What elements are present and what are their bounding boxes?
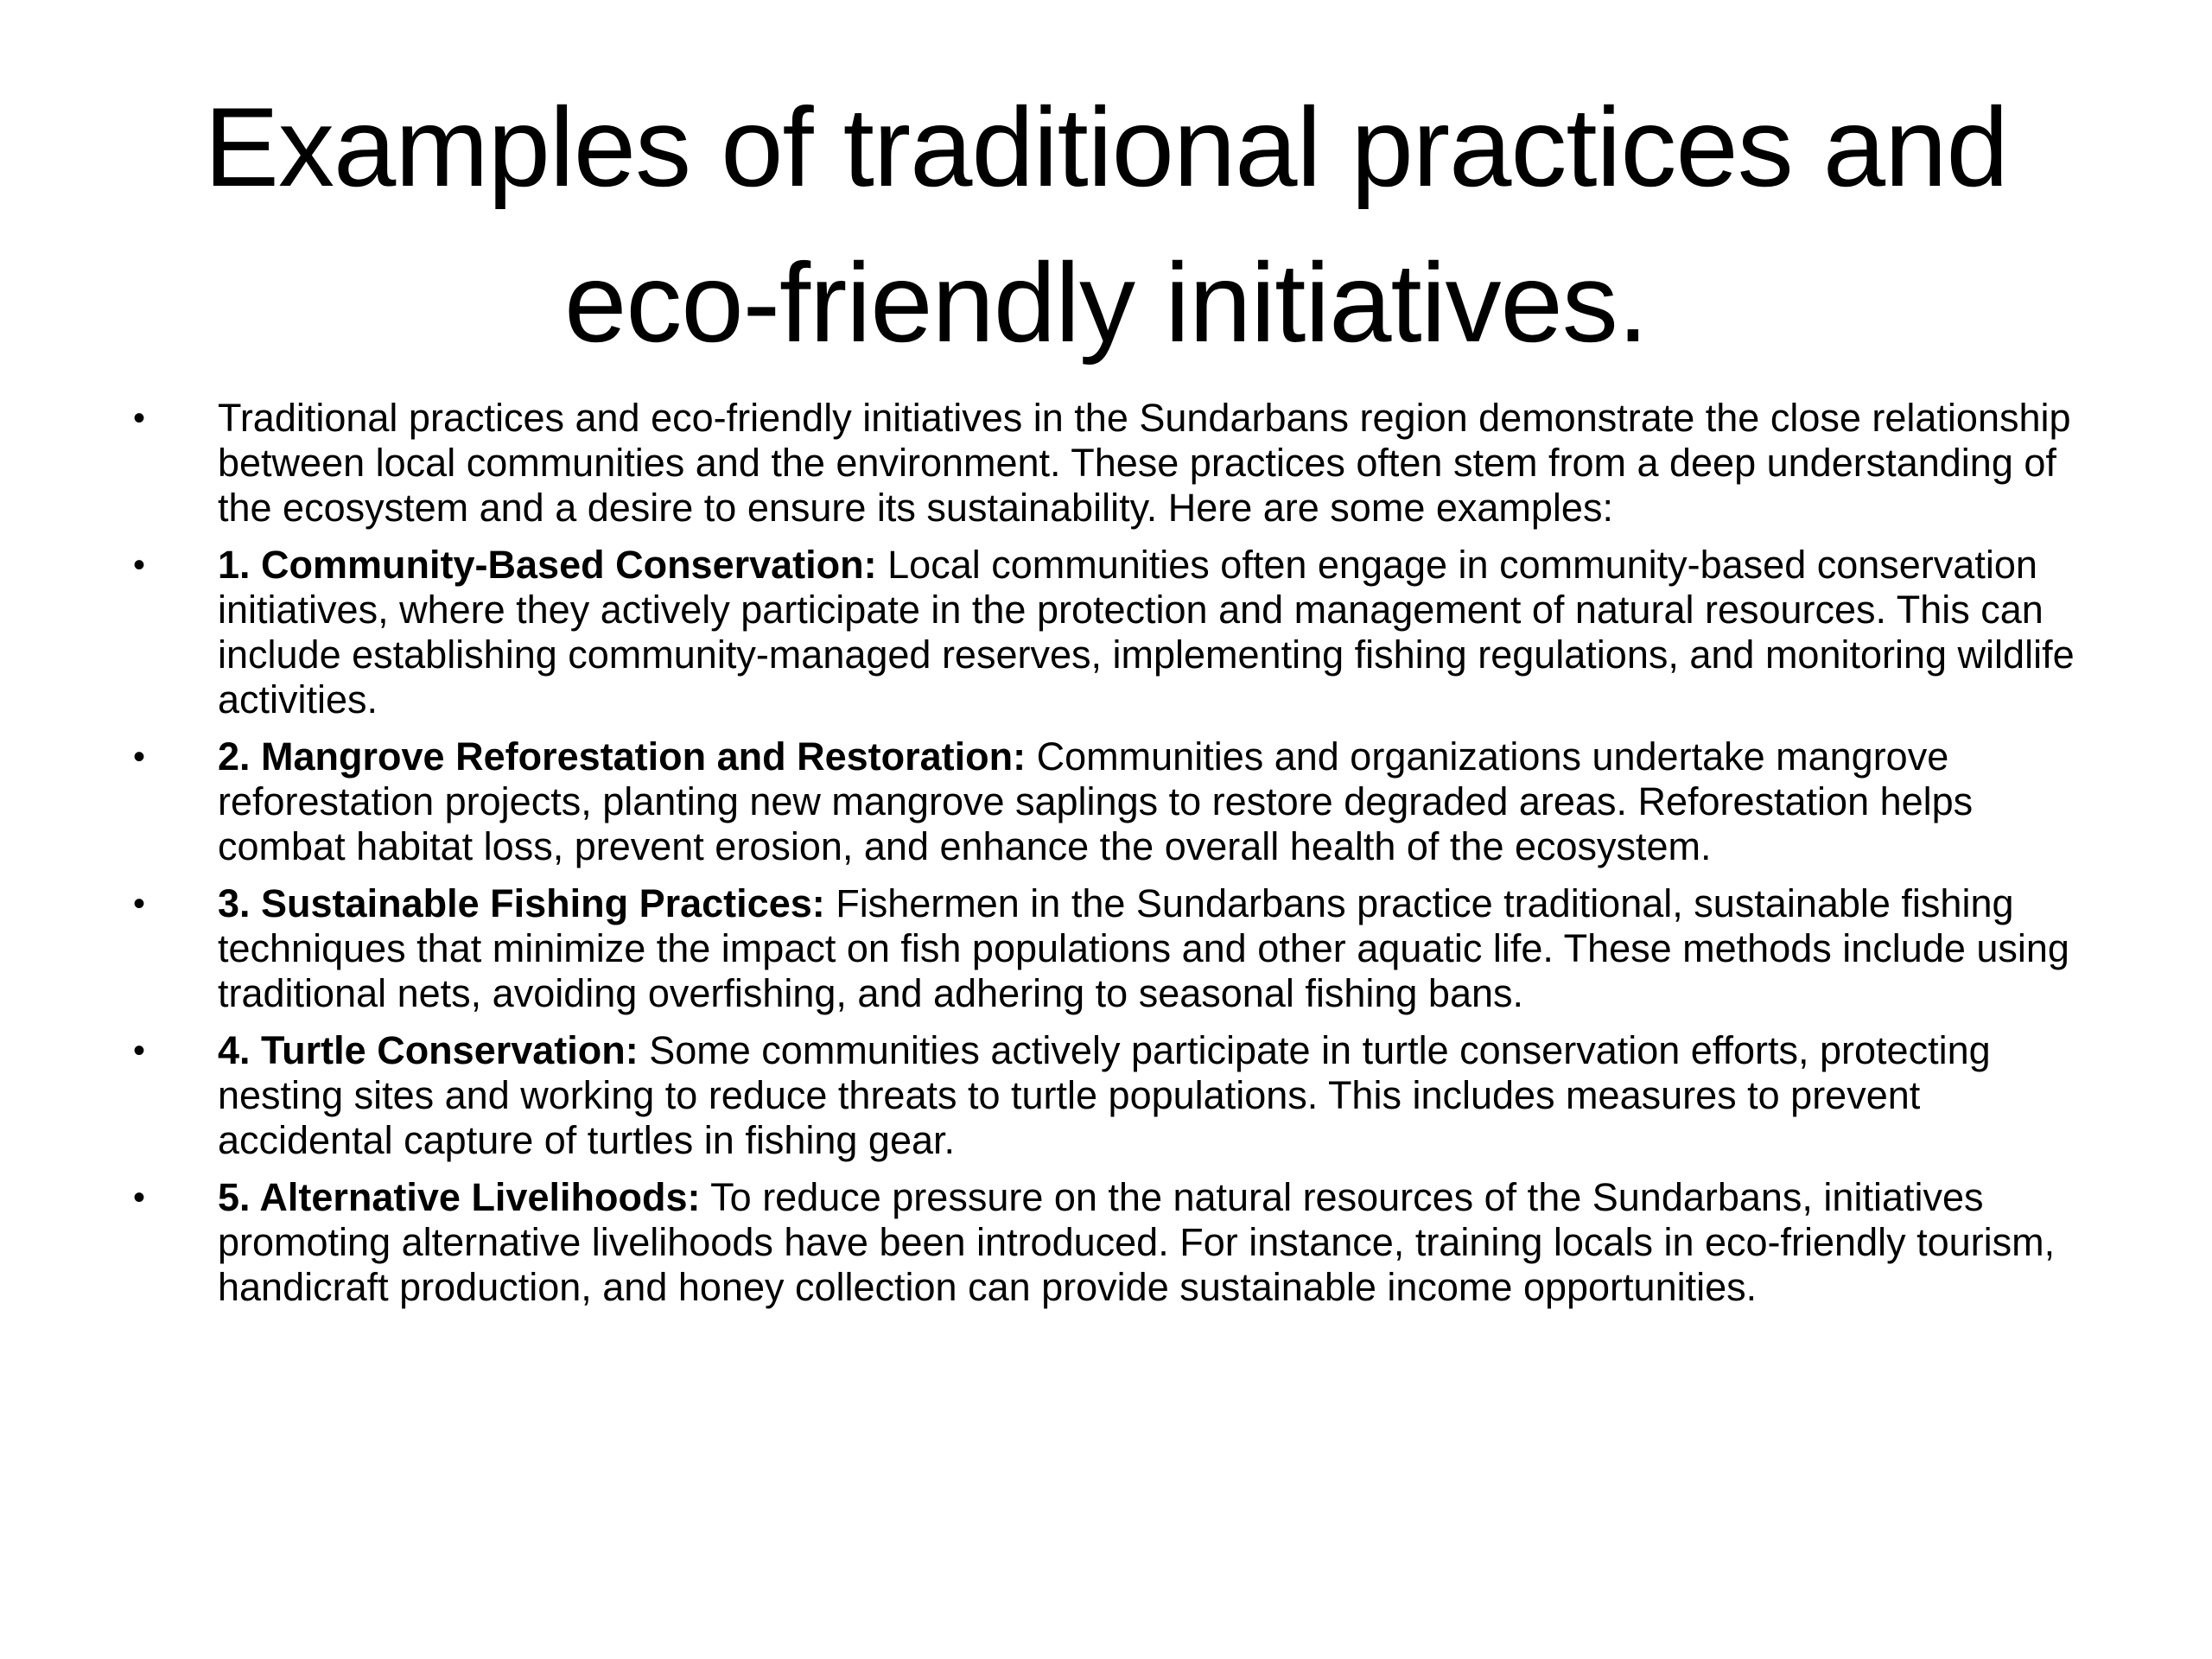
- bullet-icon: •: [133, 885, 146, 923]
- list-item: [130, 396, 2100, 531]
- item-heading: 3. Sustainable Fishing Practices:: [218, 881, 825, 925]
- bullet-icon: •: [133, 546, 146, 584]
- item-heading: 2. Mangrove Reforestation and Restoration:: [218, 734, 1027, 779]
- list-item: [130, 543, 2100, 722]
- item-heading: 1. Community-Based Conservation:: [218, 543, 877, 587]
- item-text: Traditional practices and eco-friendly initiatives in the Sundarbans region demonstrate the close relationship between local communities and the environment. These practices often stem from a deep understanding of the ecosystem and a desire to ensure its sustainability. Here are some examples:: [218, 396, 2071, 530]
- bullet-list: [130, 396, 2100, 1322]
- slide-title: Examples of traditional practices and eco-friendly initiatives.: [204, 84, 2008, 365]
- list-item: [130, 734, 2100, 869]
- item-heading: 5. Alternative Livelihoods:: [218, 1175, 701, 1219]
- item-text: Some communities actively participate in turtle conservation efforts, protecting nesting sites and working to reduce threats to turtle populations. This includes measures to prevent accidental capture of turtles in fishing gear.: [218, 1028, 1991, 1162]
- item-text: To reduce pressure on the natural resources of the Sundarbans, initiatives promoting alternative livelihoods have been introduced. For instance, training locals in eco-friendly tourism, handicraft production, and honey collection can provide sustainable income opportunities.: [218, 1175, 2056, 1309]
- list-item: [130, 1028, 2100, 1163]
- bullet-icon: •: [133, 1179, 146, 1217]
- bullet-icon: •: [133, 1032, 146, 1070]
- bullet-icon: •: [133, 399, 146, 437]
- item-text: Communities and organizations undertake mangrove reforestation projects, planting new mangrove saplings to restore degraded areas. Reforestation helps combat habitat loss, prevent erosion, and enhance the overall health of the ecosystem.: [218, 734, 1974, 868]
- bullet-icon: •: [133, 738, 146, 776]
- list-item: [130, 1175, 2100, 1310]
- list-item: [130, 881, 2100, 1016]
- item-text: Local communities often engage in community-based conservation initiatives, where they actively participate in the protection and management of natural resources. This can include establishing community-managed reserves, implementing fishing regulations, and monitoring wildlife activities.: [218, 543, 2075, 721]
- item-text: Fishermen in the Sundarbans practice traditional, sustainable fishing techniques that minimize the impact on fish populations and other aquatic life. These methods include using traditional nets, avoiding overfishing, and adhering to seasonal fishing bans.: [218, 881, 2069, 1015]
- item-heading: 4. Turtle Conservation:: [218, 1028, 639, 1072]
